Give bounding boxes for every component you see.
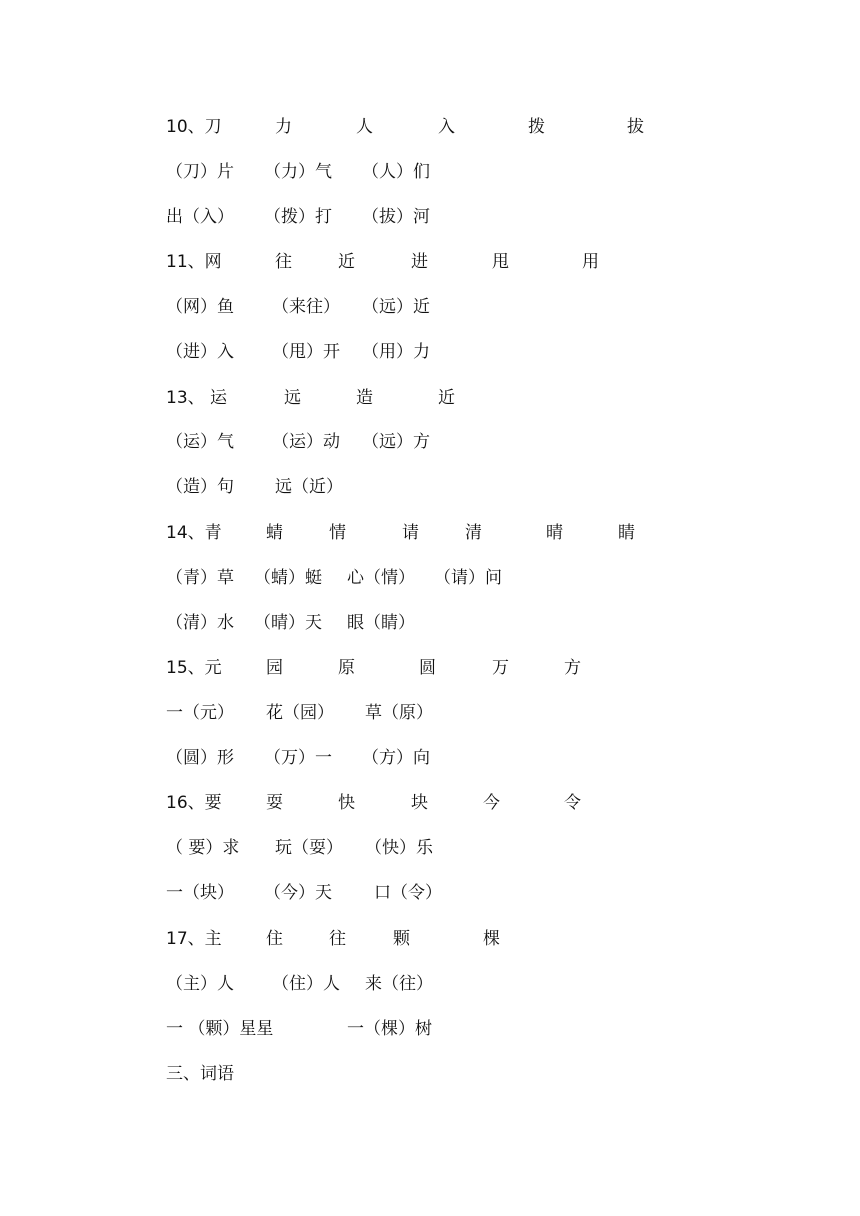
word: （青）草 xyxy=(166,568,234,588)
word: 住 xyxy=(266,929,283,949)
word: 往 xyxy=(275,252,292,272)
word: 万 xyxy=(492,658,509,678)
word: 10、刀 xyxy=(166,117,222,137)
word: 草（原） xyxy=(365,703,433,723)
word: 情 xyxy=(329,523,346,543)
word: 清 xyxy=(465,523,482,543)
word: （刀）片 xyxy=(166,162,234,182)
word: （晴）天 xyxy=(254,613,322,633)
word: 用 xyxy=(582,252,599,272)
word: （请）问 xyxy=(434,568,502,588)
text-line xyxy=(0,564,860,592)
word: （方）向 xyxy=(362,748,430,768)
word: 圆 xyxy=(419,658,436,678)
text-line xyxy=(0,879,860,907)
word: 近 xyxy=(438,388,455,408)
word: 近 xyxy=(338,252,355,272)
word: 今 xyxy=(483,793,500,813)
word: 令 xyxy=(564,793,581,813)
text-line xyxy=(0,428,860,456)
word: 快 xyxy=(338,793,355,813)
word: （ 要）求 xyxy=(166,838,240,858)
text-line xyxy=(0,654,860,682)
word: 往 xyxy=(329,929,346,949)
word: 花（园） xyxy=(266,703,334,723)
text-line xyxy=(0,699,860,727)
word: 人 xyxy=(356,117,373,137)
word: 15、元 xyxy=(166,658,222,678)
text-line xyxy=(0,744,860,772)
section-heading xyxy=(0,1060,860,1088)
word: （拔）河 xyxy=(362,207,430,227)
word: 一（元） xyxy=(166,703,234,723)
word: （来往） xyxy=(272,297,340,317)
word: 晴 xyxy=(546,523,563,543)
word: 造 xyxy=(356,388,373,408)
word: 14、青 xyxy=(166,523,222,543)
word: （万）一 xyxy=(264,748,332,768)
word: 耍 xyxy=(266,793,283,813)
text-line xyxy=(0,203,860,231)
word: （造）句 xyxy=(166,477,234,497)
word: 甩 xyxy=(492,252,509,272)
word: （甩）开 xyxy=(272,342,340,362)
word: 原 xyxy=(338,658,355,678)
word: （蜻）蜓 xyxy=(254,568,322,588)
word: （主）人 xyxy=(166,974,234,994)
word: 拨 xyxy=(528,117,545,137)
word: 拔 xyxy=(627,117,644,137)
text-line xyxy=(0,925,860,953)
word: 棵 xyxy=(483,929,500,949)
text-line xyxy=(0,789,860,817)
word: （拨）打 xyxy=(264,207,332,227)
word: （圆）形 xyxy=(166,748,234,768)
text-line xyxy=(0,113,860,141)
word: 玩（耍） xyxy=(275,838,343,858)
word: 园 xyxy=(266,658,283,678)
word: （运）动 xyxy=(272,432,340,452)
word: 13、 运 xyxy=(166,388,228,408)
word: 16、要 xyxy=(166,793,222,813)
word: 块 xyxy=(411,793,428,813)
word: 17、主 xyxy=(166,929,222,949)
word: （今）天 xyxy=(264,883,332,903)
word: 睛 xyxy=(618,523,635,543)
word: 出（入） xyxy=(166,207,234,227)
text-line xyxy=(0,609,860,637)
text-line xyxy=(0,519,860,547)
word: 蜻 xyxy=(266,523,283,543)
word: （远）近 xyxy=(362,297,430,317)
word: （进）入 xyxy=(166,342,234,362)
word: 远（近） xyxy=(275,477,343,497)
text-line xyxy=(0,834,860,862)
word: 一（棵）树 xyxy=(347,1019,432,1039)
text-line xyxy=(0,970,860,998)
text-line xyxy=(0,158,860,186)
word: 入 xyxy=(438,117,455,137)
word: 来（往） xyxy=(365,974,433,994)
word: 一 （颗）星星 xyxy=(166,1019,274,1039)
word: 眼（睛） xyxy=(347,613,415,633)
word: 方 xyxy=(564,658,581,678)
text-line xyxy=(0,248,860,276)
word: 颗 xyxy=(393,929,410,949)
text-line xyxy=(0,384,860,412)
word: 口（令） xyxy=(374,883,442,903)
word: 11、网 xyxy=(166,252,222,272)
text-line xyxy=(0,293,860,321)
text-line xyxy=(0,473,860,501)
text-line xyxy=(0,1015,860,1043)
word: （清）水 xyxy=(166,613,234,633)
word: （快）乐 xyxy=(365,838,433,858)
text-line xyxy=(0,338,860,366)
word: （用）力 xyxy=(362,342,430,362)
word: 三、词语 xyxy=(166,1064,234,1084)
word: （远）方 xyxy=(362,432,430,452)
word: （住）人 xyxy=(272,974,340,994)
word: 力 xyxy=(275,117,292,137)
word: 心（情） xyxy=(347,568,415,588)
word: 进 xyxy=(411,252,428,272)
word: （运）气 xyxy=(166,432,234,452)
word: （网）鱼 xyxy=(166,297,234,317)
word: 请 xyxy=(402,523,419,543)
word: （力）气 xyxy=(264,162,332,182)
word: 一（块） xyxy=(166,883,234,903)
word: （人）们 xyxy=(362,162,430,182)
word: 远 xyxy=(284,388,301,408)
